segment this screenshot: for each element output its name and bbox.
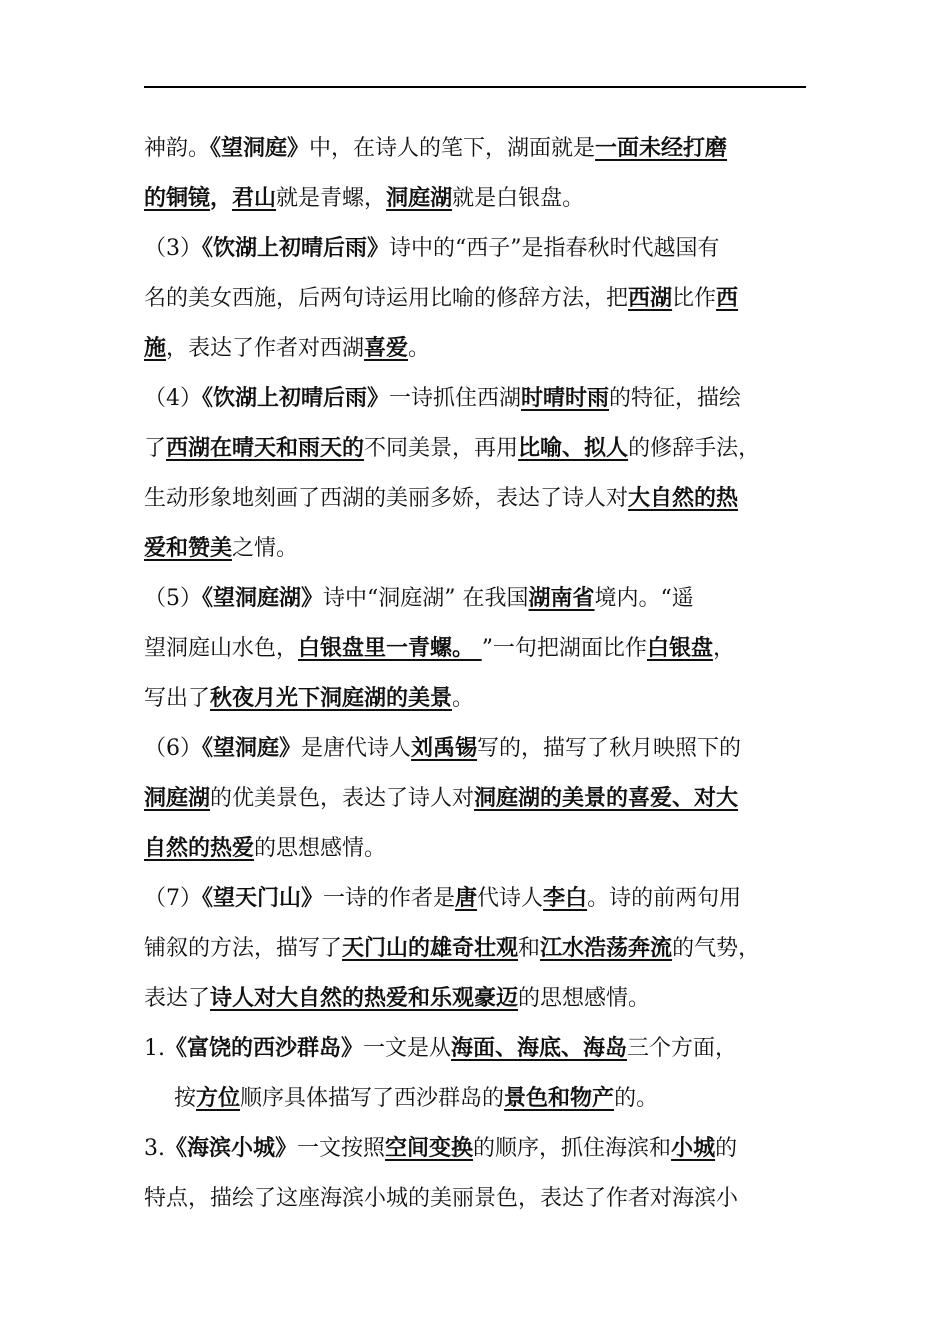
answer-bold (144, 786, 210, 811)
text-span: 的。 (614, 1086, 659, 1111)
text-line (144, 624, 812, 674)
text-span: 。 (452, 686, 475, 711)
answer-bold (455, 886, 477, 911)
text-line (144, 324, 812, 374)
text-span: （4） (144, 386, 202, 411)
text-span: 不同美景，再用 (364, 436, 519, 461)
text-span: 一文按照 (297, 1136, 386, 1161)
answer-underlined: 爱和赞美 (144, 536, 233, 561)
answer-bold (364, 336, 408, 361)
text-span: ， (712, 636, 735, 661)
text-span: 望洞庭山水色， (144, 636, 299, 661)
text-span: 的修辞手法， (628, 436, 761, 461)
text-line (144, 924, 812, 974)
text-span: 一诗抓住西湖 (389, 386, 522, 411)
text-span: 和 (518, 936, 541, 961)
answer-bold (298, 636, 482, 661)
text-span: 代诗人 (477, 886, 544, 911)
answer-bold (543, 886, 587, 911)
text-span: 名的美女西施，后两句诗运用比喻的修辞方法，把 (144, 286, 629, 311)
answer-underlined: 白银盘 (646, 636, 713, 661)
text-span: 的优美景色，表达了诗人对 (210, 786, 475, 811)
title-bold: 《望天门山》 (202, 886, 324, 911)
answer-underlined: 比喻、拟人 (518, 436, 629, 461)
answer-underlined: 刘禹锡 (411, 736, 478, 761)
answer-underlined: 空间变换 (385, 1136, 474, 1161)
text-span: （6） (144, 736, 202, 761)
title-bold: 《饮湖上初晴后雨》 (202, 236, 390, 261)
text-line (144, 724, 812, 774)
text-span: （3） (144, 236, 202, 261)
text-span: 特点，描绘了这座海滨小城的美丽景色，表达了作者对海滨小 (144, 1186, 739, 1211)
answer-underlined: 西 (716, 286, 739, 311)
answer-bold (386, 186, 452, 211)
text-line (144, 174, 812, 224)
answer-underlined: 诗人对大自然的热爱和乐观豪迈 (210, 986, 519, 1011)
answer-bold (144, 536, 232, 561)
header-rule (144, 86, 806, 88)
text-line (144, 474, 812, 524)
answer-underlined: 小城 (671, 1136, 716, 1161)
text-span: 之情。 (232, 536, 299, 561)
text-span: 的顺序，抓住海滨和 (473, 1136, 672, 1161)
text-line (144, 424, 812, 474)
answer-bold (196, 1086, 240, 1111)
text-span: 的特征，描绘 (609, 386, 742, 411)
answer-underlined: 秋夜月光下洞庭湖的美景 (210, 686, 453, 711)
answer-underlined: 洞庭湖 (386, 186, 453, 211)
answer-bold (518, 436, 628, 461)
text-span: 铺叙的方法，描写了 (144, 936, 343, 961)
answer-bold (647, 636, 713, 661)
title-bold: 《望洞庭》 (202, 736, 302, 761)
answer-underlined: 大自然的热 (628, 486, 739, 511)
answer-underlined: 李白 (543, 886, 588, 911)
answer-bold (529, 586, 595, 611)
answer-bold (504, 1086, 614, 1111)
text-span: 是唐代诗人 (301, 736, 412, 761)
answer-underlined: 的铜镜 (144, 186, 211, 211)
answer-bold (521, 386, 609, 411)
answer-underlined: 时晴时雨 (521, 386, 610, 411)
answer-underlined: 海面、海底、海岛 (451, 1036, 628, 1061)
answer-underlined: 西湖在晴天和雨天的 (166, 436, 365, 461)
text-span: 中，在诗人的笔下，湖面就是 (309, 136, 596, 161)
text-span: 比作 (672, 286, 717, 311)
answer-bold (232, 186, 276, 211)
title-bold: 《望洞庭》 (210, 136, 310, 161)
text-line (144, 874, 812, 924)
text-span: 1. (144, 1036, 165, 1061)
title-bold: ， (210, 186, 233, 211)
text-span: 写出了 (144, 686, 211, 711)
text-span: 的气势， (672, 936, 761, 961)
answer-underlined: 喜爱 (364, 336, 409, 361)
text-line (144, 1074, 812, 1124)
text-span: 表达了 (144, 986, 211, 1011)
text-span: 。诗的前两句用 (587, 886, 742, 911)
text-line (144, 824, 812, 874)
text-line (144, 1124, 812, 1174)
document-body (144, 124, 812, 1224)
text-span: 诗中“洞庭湖” 在我国 (323, 586, 529, 611)
text-span: 一文是从 (363, 1036, 452, 1061)
text-span: （5） (144, 586, 202, 611)
answer-underlined: 自然的热爱 (144, 836, 255, 861)
title-bold: 《望洞庭湖》 (202, 586, 324, 611)
answer-bold (671, 1136, 715, 1161)
text-line (144, 674, 812, 724)
answer-bold (166, 436, 364, 461)
text-span: 诗中的“西子”是指春秋时代越国有 (389, 236, 720, 261)
answer-underlined: 白银盘里一青螺。 (298, 636, 482, 661)
text-line (144, 224, 812, 274)
answer-bold (595, 136, 727, 161)
text-span: 按 (174, 1086, 197, 1111)
text-span: 就是青螺， (276, 186, 387, 211)
text-line (144, 524, 812, 574)
answer-underlined: 方位 (196, 1086, 241, 1111)
answer-underlined: 景色和物产 (504, 1086, 615, 1111)
answer-underlined: 施 (144, 336, 167, 361)
answer-bold (144, 186, 210, 211)
text-span: 的思想感情。 (518, 986, 651, 1011)
answer-underlined: 君山 (232, 186, 277, 211)
answer-bold (474, 786, 738, 811)
answer-bold (210, 986, 518, 1011)
answer-bold (716, 286, 738, 311)
text-span: 3. (144, 1136, 165, 1161)
text-line (144, 1024, 812, 1074)
answer-bold (628, 486, 738, 511)
text-span: 神韵。 (144, 136, 211, 161)
text-span: （7） (144, 886, 202, 911)
text-line (144, 274, 812, 324)
text-span: 。 (408, 336, 431, 361)
answer-bold (411, 736, 477, 761)
answer-underlined: 唐 (455, 886, 478, 911)
answer-bold (451, 1036, 627, 1061)
answer-bold (628, 286, 672, 311)
text-line (144, 1174, 812, 1224)
text-span: 顺序具体描写了西沙群岛的 (240, 1086, 505, 1111)
answer-bold (342, 936, 518, 961)
answer-bold (144, 836, 254, 861)
text-span: 的 (715, 1136, 738, 1161)
text-line (144, 974, 812, 1024)
answer-bold (540, 936, 672, 961)
answer-underlined: 西湖 (628, 286, 673, 311)
text-span: 写的，描写了秋月映照下的 (477, 736, 742, 761)
answer-bold (385, 1136, 473, 1161)
text-span: 境内。“遥 (594, 586, 694, 611)
text-span: 生动形象地刻画了西湖的美丽多娇，表达了诗人对 (144, 486, 629, 511)
answer-bold (210, 686, 452, 711)
title-bold: 《饮湖上初晴后雨》 (202, 386, 390, 411)
answer-underlined: 洞庭湖 (144, 786, 211, 811)
text-span: 的思想感情。 (254, 836, 387, 861)
text-line (144, 124, 812, 174)
answer-bold (144, 336, 166, 361)
answer-underlined: 江水浩荡奔流 (540, 936, 673, 961)
text-line (144, 574, 812, 624)
answer-underlined: 湖南省 (528, 586, 595, 611)
answer-underlined: 一面未经打磨 (595, 136, 728, 161)
answer-underlined: 天门山的雄奇壮观 (342, 936, 519, 961)
answer-underlined: 洞庭湖的美景的喜爱、对大 (474, 786, 739, 811)
title-bold: 《富饶的西沙群岛》 (165, 1036, 364, 1061)
title-bold: 《海滨小城》 (165, 1136, 298, 1161)
text-line (144, 774, 812, 824)
text-line (144, 374, 812, 424)
text-span: ，表达了作者对西湖 (166, 336, 365, 361)
text-span: ”一句把湖面比作 (481, 636, 647, 661)
text-span: 了 (144, 436, 167, 461)
text-span: 一诗的作者是 (323, 886, 456, 911)
text-span: 就是白银盘。 (452, 186, 585, 211)
text-span: 三个方面， (627, 1036, 738, 1061)
